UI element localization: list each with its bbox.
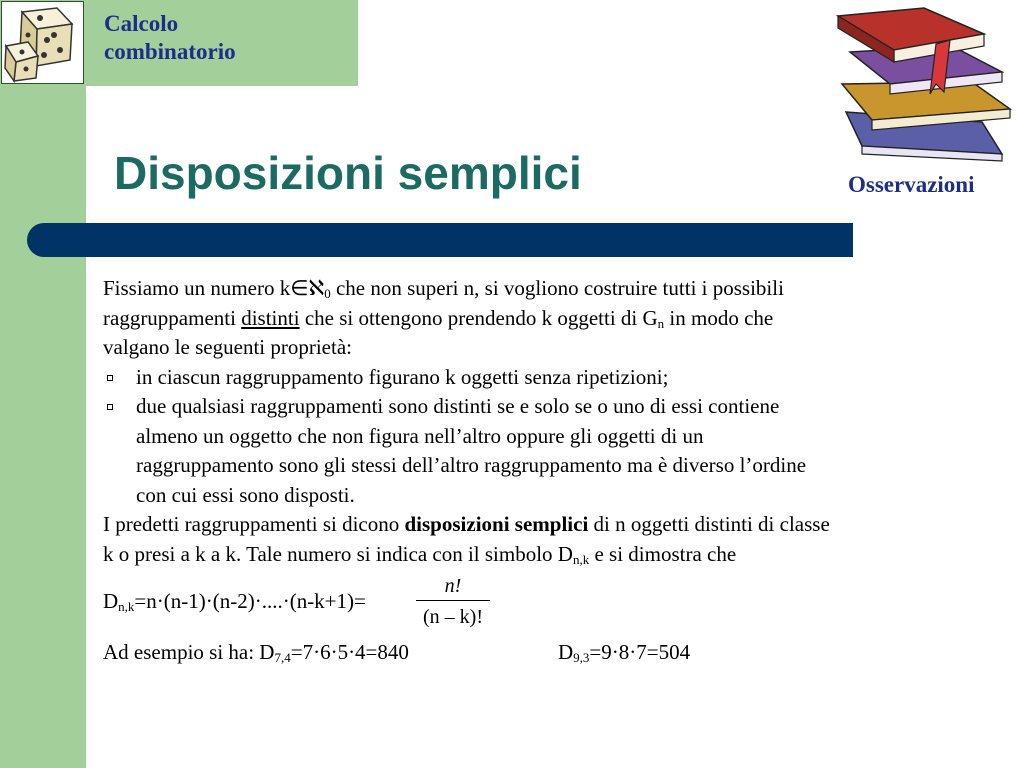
page-title: Disposizioni semplici	[114, 147, 582, 199]
element-of-symbol: ∈	[290, 276, 309, 300]
text-run: di n oggetti distinti di classe	[588, 512, 830, 536]
subscript: n	[657, 315, 665, 331]
text-run: D	[558, 640, 574, 664]
fraction	[416, 572, 490, 631]
paragraph-line: valgano le seguenti proprietà:	[103, 335, 352, 359]
example-line	[103, 640, 409, 665]
text-run: che si ottengono prendendo k oggetti di G	[299, 305, 658, 330]
aleph-symbol: ℵ	[308, 276, 325, 300]
square-bullet-icon	[107, 404, 113, 410]
paragraph-line	[103, 304, 993, 334]
bold-term: disposizioni semplici	[404, 512, 589, 536]
text-run: =9·8·7=504	[589, 640, 691, 664]
fraction-denominator: (n – k)!	[423, 606, 483, 628]
text-run: k o presi a k a k. Tale numero si indica con il simbolo D	[103, 541, 573, 566]
bullet-continuation: raggruppamento sono gli stessi dell’altro raggruppamento ma è diverso l’ordine	[136, 453, 807, 477]
square-bullet-icon	[107, 375, 113, 381]
bullet-item	[103, 363, 993, 393]
title-underline-bar	[27, 223, 853, 257]
subscript: n,k	[118, 599, 135, 614]
text-run: Fissiamo un numero k	[103, 276, 291, 300]
subscript: n,k	[572, 551, 590, 567]
text-run: e si dimostra che	[589, 541, 737, 566]
bullet-item	[103, 392, 993, 422]
formula-lhs	[103, 589, 366, 614]
books-icon	[832, 4, 1022, 164]
section-title	[104, 10, 236, 66]
text-run: raggruppamenti	[103, 305, 242, 330]
dice-icon	[1, 1, 84, 84]
subscript: 9,3	[573, 650, 590, 665]
paragraph-line	[103, 540, 993, 570]
formula	[103, 572, 523, 636]
text-run: in modo che	[664, 305, 774, 330]
bullet-text: due qualsiasi raggruppamenti sono distinti se e solo se o uno di essi contiene	[136, 394, 780, 418]
body-text	[103, 274, 993, 569]
formula-symbol: D	[103, 589, 119, 613]
subscript: 0	[324, 286, 331, 301]
underlined-word: distinti	[241, 305, 300, 330]
paragraph-line	[103, 274, 993, 304]
example-second	[558, 640, 690, 665]
bullet-continuation: almeno un oggetto che non figura nell’altro oppure gli oggetti di un	[136, 423, 704, 448]
paragraph-line	[103, 510, 993, 540]
section-title-line2: combinatorio	[104, 39, 236, 64]
side-panel	[0, 0, 86, 768]
section-title-line1: Calcolo	[104, 11, 179, 36]
observations-link[interactable]: Osservazioni	[848, 172, 975, 197]
fraction-numerator: n!	[444, 575, 462, 597]
bullet-text: in ciascun raggruppamento figurano k oggetti senza ripetizioni;	[136, 364, 669, 389]
bullet-continuation: con cui essi sono disposti.	[136, 482, 355, 507]
text-run: Ad esempio si ha: D	[103, 640, 275, 664]
subscript: 7,4	[274, 650, 291, 665]
panel-corner	[86, 86, 146, 146]
formula-product: =n·(n-1)·(n-2)·....·(n-k+1)=	[134, 589, 366, 613]
text-run: =7·6·5·4=840	[290, 640, 409, 664]
text-run: I predetti raggruppamenti si dicono	[103, 512, 405, 536]
text-run: che non superi n, si vogliono costruire tutti i possibili	[330, 276, 784, 300]
